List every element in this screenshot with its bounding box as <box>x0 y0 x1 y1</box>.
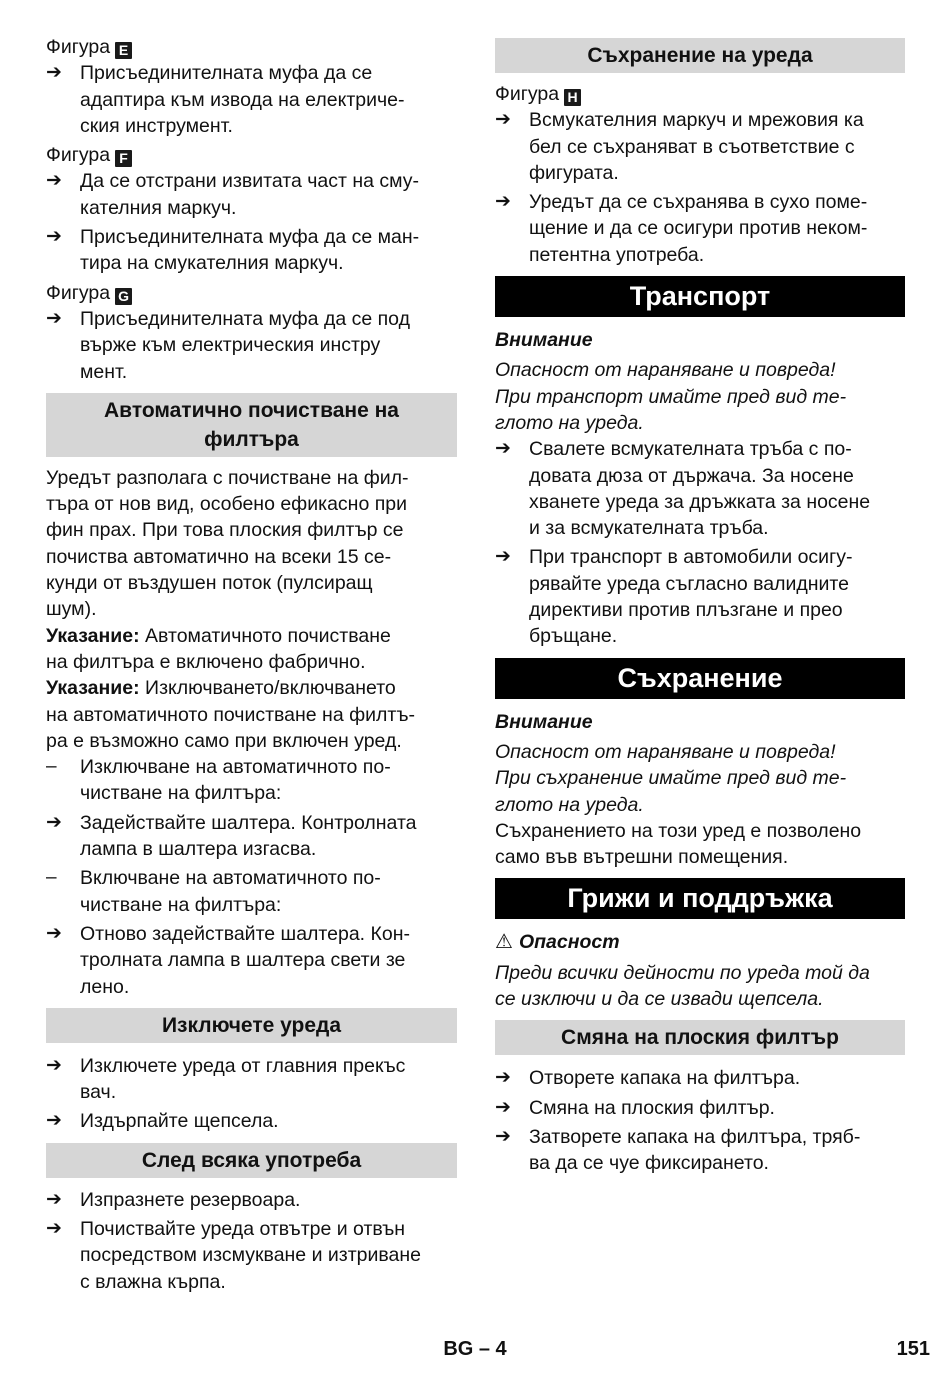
transport-caution-text: Опасност от нараняване и повреда! При транспорт имайте пред вид те- глото на уреда. <box>495 359 847 434</box>
storage-paragraph: Съхранението на този уред е позволено само във вътрешни помещения. <box>495 819 862 869</box>
arrow-right-icon: ➔ <box>46 62 62 84</box>
list-item: ➔ Изпразнете резервоара. <box>46 1187 457 1213</box>
danger-text: Преди всички дейности по уреда той да се изключи и да се извади щепсела. <box>495 961 870 1011</box>
list-item: ➔ Изключете уреда от главния прекъс вач. <box>46 1053 457 1106</box>
page-number: 151 <box>896 1338 930 1360</box>
arrow-right-icon: ➔ <box>46 307 62 329</box>
list-item: ➔ Задействайте шалтера. Контролната лампа в шалтера изгасва. <box>46 810 457 863</box>
warning-triangle-icon: ⚠ <box>495 931 513 954</box>
arrow-right-icon: ➔ <box>46 1188 62 1210</box>
figure-g-label: Фигура G <box>46 280 457 306</box>
section-heading-storage: Съхранение <box>495 658 905 699</box>
section-heading-device-storage: Съхранение на уреда <box>495 38 905 73</box>
list-item: ➔ Присъединителната муфа да се адаптира към извода на електриче- ския инструмент. <box>46 60 457 139</box>
caution-heading: Внимание <box>495 329 593 352</box>
left-column <box>46 34 457 1298</box>
list-item: ➔ Почиствайте уреда отвътре и отвън посредством изсмукване и изтриване с влажна кърпа. <box>46 1216 457 1295</box>
arrow-right-icon: ➔ <box>46 1217 62 1239</box>
list-item: ➔ При транспорт в автомобили осигу- рявайте уреда съгласно валидните директиви против плъзгане и прео бръщане. <box>495 544 905 649</box>
arrow-right-icon: ➔ <box>495 191 511 213</box>
danger-heading: ⚠ Опасност <box>495 931 620 954</box>
arrow-right-icon: ➔ <box>46 1110 62 1132</box>
note-1: Указание: Автоматичното почистване на филтъра е включено фабрично. <box>46 624 391 673</box>
list-item: ➔ Всмукателния маркуч и мрежовия ка бел се съхраняват в съответствие с фигурата. <box>495 107 905 186</box>
caution-heading: Внимание <box>495 710 593 733</box>
list-item: ➔ Присъединителната муфа да се ман- тира на смукателния маркуч. <box>46 224 457 277</box>
auto-filter-paragraph: Уредът разполага с почистване на фил- търа от нов вид, особено ефикасно при фин прах. При това плоския филтър се почиства автоматично на всеки 15 се- кунди от въздушен поток (пулсиращ шум). <box>46 466 409 621</box>
section-heading-after-use: След всяка употреба <box>46 1143 457 1178</box>
arrow-right-icon: ➔ <box>495 438 511 460</box>
list-item: ➔ Отворете капака на филтъра. <box>495 1065 905 1091</box>
figure-e-label: Фигура E <box>46 34 457 60</box>
figure-letter-box: G <box>115 288 132 305</box>
list-item: ➔ Отново задействайте шалтера. Кон- тролната лампа в шалтера свети зе лено. <box>46 921 457 1000</box>
figure-h-label: Фигура H <box>495 81 905 107</box>
arrow-right-icon: ➔ <box>46 811 62 833</box>
list-item: ➔ Смяна на плоския филтър. <box>495 1095 905 1121</box>
section-heading-transport: Транспорт <box>495 276 905 317</box>
list-item: ➔ Присъединителната муфа да се под върже към електрическия инстру мент. <box>46 306 457 385</box>
arrow-right-icon: ➔ <box>495 546 511 568</box>
list-item: ➔ Да се отстрани извитата част на сму- кателния маркуч. <box>46 168 457 221</box>
section-heading-replace-filter: Смяна на плоския филтър <box>495 1020 905 1055</box>
list-item: ➔ Уредът да се съхранява в сухо поме- щение и да се осигури против неком- петентна употреба. <box>495 189 905 268</box>
list-item: ➔ Свалете всмукателната тръба с по- довата дюза от държача. За носене хванете уреда за дръжката за носене и за всмукателната тръба. <box>495 436 905 541</box>
figure-letter-box: H <box>564 89 581 106</box>
section-heading-auto-filter-cleaning: Автоматично почистване на филтъра <box>46 393 457 457</box>
list-item: – Изключване на автоматичното по- чистване на филтъра: <box>46 754 457 807</box>
storage-caution-text: Опасност от нараняване и повреда! При съхранение имайте пред вид те- глото на уреда. <box>495 740 847 816</box>
note-2: Указание: Изключването/включването на автоматичното почистване на филтъ- ра е възможно само при включен уред. <box>46 677 416 752</box>
figure-letter-box: E <box>115 42 132 59</box>
arrow-right-icon: ➔ <box>495 109 511 131</box>
list-item: ➔ Издърпайте щепсела. <box>46 1108 457 1134</box>
figure-letter-box: F <box>115 150 132 167</box>
right-column <box>495 38 905 1180</box>
arrow-right-icon: ➔ <box>46 226 62 248</box>
arrow-right-icon: ➔ <box>46 1054 62 1076</box>
arrow-right-icon: ➔ <box>46 170 62 192</box>
section-heading-care: Грижи и поддръжка <box>495 878 905 919</box>
arrow-right-icon: ➔ <box>46 922 62 944</box>
list-item: ➔ Затворете капака на филтъра, тряб- ва да се чуе фиксирането. <box>495 1124 905 1177</box>
arrow-right-icon: ➔ <box>495 1096 511 1118</box>
dash-marker: – <box>46 756 57 778</box>
arrow-right-icon: ➔ <box>495 1125 511 1147</box>
dash-marker: – <box>46 867 57 889</box>
figure-f-label: Фигура F <box>46 142 457 168</box>
footer-section-label: BG – 4 <box>443 1338 507 1360</box>
list-item: – Включване на автоматичното по- чистване на филтъра: <box>46 865 457 918</box>
section-heading-switch-off: Изключете уреда <box>46 1008 457 1043</box>
arrow-right-icon: ➔ <box>495 1067 511 1089</box>
